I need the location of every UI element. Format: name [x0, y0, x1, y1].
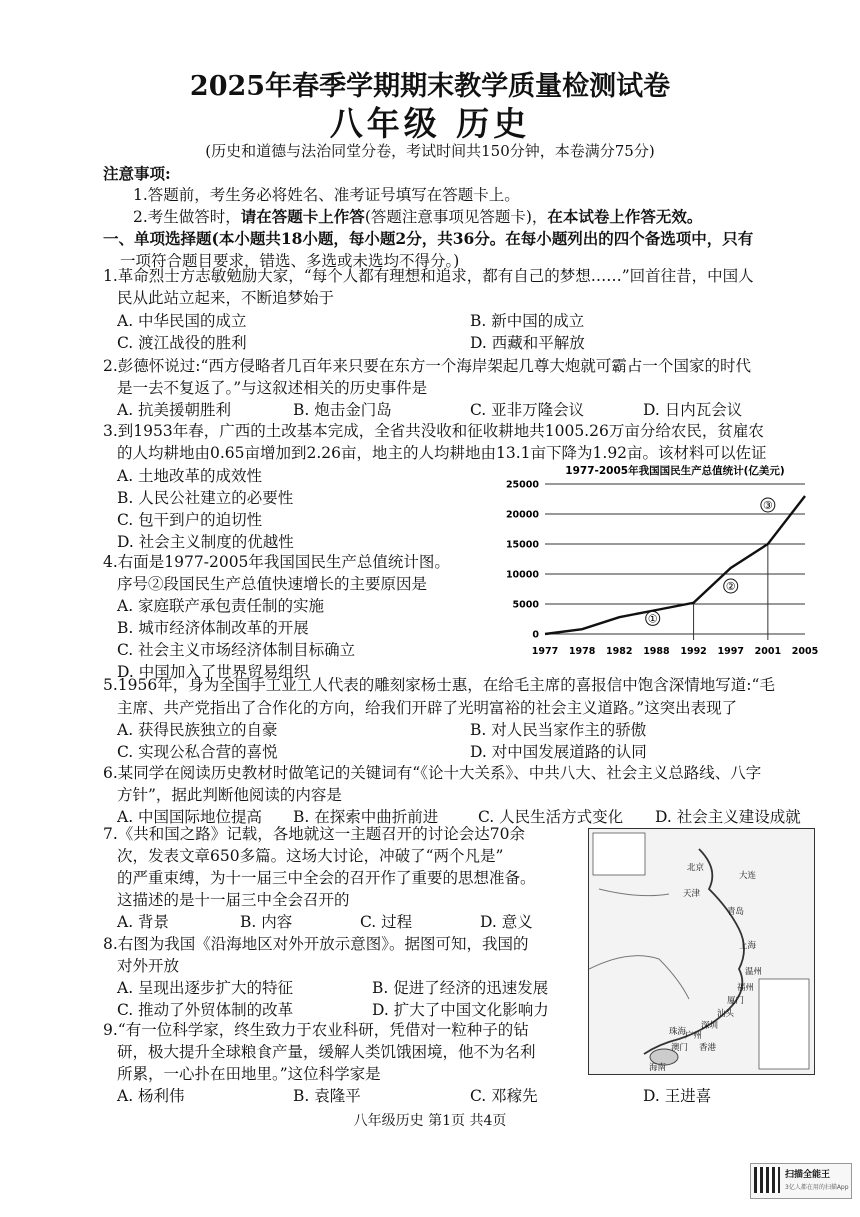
q3-option-b: B. 人民公社建立的必要性 — [117, 489, 294, 507]
q3-option-d: D. 社会主义制度的优越性 — [117, 533, 294, 551]
q4-option-c: C. 社会主义市场经济体制目标确立 — [117, 641, 356, 659]
segment-label: ① — [647, 612, 658, 626]
river-path-2 — [599, 889, 669, 896]
q1-line1: 1.革命烈士方志敏勉励大家，“每个人都有理想和追求，都有自己的梦想……”回首往昔，中国人 — [103, 267, 754, 285]
q9-option-b: B. 袁隆平 — [293, 1087, 361, 1105]
q2-option-a: A. 抗美援朝胜利 — [117, 401, 232, 419]
y-tick-label: 10000 — [505, 569, 539, 581]
y-tick-label: 5000 — [512, 599, 539, 611]
map-city-label: 天津 — [683, 889, 701, 899]
q7-line3: 的严重束缚，为十一届三中全会的召开作了重要的思想准备。 — [117, 869, 536, 887]
map-city-label: 福州 — [737, 983, 755, 993]
q3-option-c: C. 包干到户的迫切性 — [117, 511, 263, 529]
x-tick-label: 1997 — [717, 646, 744, 657]
x-tick-label: 1977 — [531, 646, 559, 657]
q8-option-b: B. 促进了经济的迅速发展 — [372, 979, 549, 997]
x-tick-label: 1982 — [606, 646, 633, 657]
q1-option-d: D. 西藏和平解放 — [470, 334, 585, 352]
q7-line4: 这描述的是十一届三中全会召开的 — [117, 891, 350, 909]
q9-option-a: A. 杨利伟 — [117, 1087, 185, 1105]
q7-option-c: C. 过程 — [360, 913, 413, 931]
section1-line1: 一、单项选择题(本小题共18小题，每小题2分，共36分。在每小题列出的四个备选项中，只有 — [103, 229, 754, 248]
page-footer: 八年级历史 第1页 共4页 — [353, 1113, 507, 1129]
q2-line2: 是一去不复返了。”与这叙述相关的历史事件是 — [117, 379, 428, 397]
map-city-label: 澳门 — [671, 1043, 689, 1053]
notice-item-2-a: 2.考生做答时， — [133, 208, 241, 226]
x-tick-label: 1992 — [680, 646, 707, 657]
q9-line2-text: 研，极大提升全球粮食产量，缓解人类饥饿困境，他不为名利 — [117, 1043, 536, 1061]
map-city-label: 大连 — [739, 871, 757, 881]
q8-line1: 8.右图为我国《沿海地区对外开放示意图》。据图可知，我国的 — [103, 935, 529, 953]
map-city-label: 青岛 — [727, 907, 745, 917]
q5-option-c: C. 实现公私合营的喜悦 — [117, 743, 278, 761]
map-city-label: 汕头 — [717, 1009, 735, 1019]
map-city-label: 广州 — [685, 1031, 703, 1041]
map-city-label: 厦门 — [727, 996, 745, 1006]
q7-line2: 次，发表文章650多篇。这场大讨论，冲破了“两个凡是” — [117, 847, 504, 865]
map-city-label: 北京 — [687, 863, 705, 873]
q5-line1: 5.1956年，身为全国手工业工人代表的雕刻家杨士惠，在给毛主席的喜报信中饱含深情地写道:“毛 — [103, 676, 775, 694]
map-city-label: 深圳 — [701, 1021, 719, 1031]
q9-option-d: D. 王进喜 — [643, 1087, 712, 1105]
map-city-label: 上海 — [739, 941, 757, 951]
map-legend-box — [593, 833, 645, 875]
q6-option-d: D. 社会主义建设成就 — [655, 808, 801, 826]
q4-option-a: A. 家庭联产承包责任制的实施 — [117, 597, 325, 615]
notice-item-1: 1.答题前，考生务必将姓名、准考证号填写在答题卡上。 — [133, 186, 520, 204]
exam-subject: 八年级 历史 — [329, 104, 531, 143]
segment-label: ② — [725, 580, 736, 593]
x-tick-label: 1988 — [643, 646, 670, 657]
map-city-label: 香港 — [699, 1043, 717, 1053]
badge-sub: 3亿人都在用的扫描App — [785, 1184, 849, 1191]
notice-item-2-b: 请在答题卡上作答 — [240, 207, 365, 226]
q7-option-d: D. 意义 — [480, 913, 533, 931]
notice-item-2-c: (答题注意事项见答题卡)， — [364, 208, 548, 226]
map-inset-box — [759, 979, 809, 1069]
exam-note: (历史和道德与法治同堂分卷，考试时间共150分钟，本卷满分75分) — [205, 142, 655, 160]
q8-line2: 对外开放 — [117, 957, 180, 975]
map-city-label: 海南 — [649, 1063, 667, 1073]
q5-option-b: B. 对人民当家作主的骄傲 — [470, 721, 647, 739]
q2-option-d: D. 日内瓦会议 — [643, 401, 743, 419]
map-city-label: 温州 — [745, 967, 763, 977]
q8-option-c: C. 推动了外贸体制的改革 — [117, 1001, 294, 1019]
chart-title: 1977-2005年我国国民生产总值统计(亿美元) — [565, 465, 785, 477]
q2-line1: 2.彭德怀说过:“西方侵略者几百年来只要在东方一个海岸架起几尊大炮就可霸占一个国家的时代 — [103, 357, 751, 375]
scanner-badge — [750, 1163, 852, 1199]
q1-option-a: A. 中华民国的成立 — [117, 312, 247, 330]
q9-option-c: C. 邓稼先 — [470, 1087, 538, 1105]
gnp-line-chart — [495, 460, 825, 670]
q3-option-a: A. 土地改革的成效性 — [117, 467, 263, 485]
q5-line2: 主席、共产党指出了合作化的方向，给我们开辟了光明富裕的社会主义道路。”这突出表现了 — [117, 699, 738, 717]
q3-line2: 的人均耕地由0.65亩增加到2.26亩，地主的人均耕地由13.1亩下降为1.92亩。该材料可以佐证 — [117, 444, 767, 462]
q5-option-a: A. 获得民族独立的自豪 — [117, 721, 278, 739]
q7-option-b: B. 内容 — [240, 913, 293, 931]
x-tick-label: 1978 — [568, 646, 596, 657]
y-tick-label: 15000 — [505, 539, 539, 551]
q8-option-a: A. 呈现出逐步扩大的特征 — [117, 979, 294, 997]
q2-option-b: B. 炮击金门岛 — [293, 401, 392, 419]
coastline-path — [644, 849, 744, 1054]
q4-line2: 序号②段国民生产总值快速增长的主要原因是 — [117, 575, 428, 593]
q1-option-c: C. 渡江战役的胜利 — [117, 334, 247, 352]
y-tick-label: 25000 — [505, 479, 539, 491]
section1-line2: 一项符合题目要求，错选、多选或未选均不得分。) — [120, 252, 460, 270]
q3-line1: 3.到1953年春，广西的土改基本完成，全省共没收和征收耕地共1005.26万亩分给农民，贫雇农 — [103, 422, 764, 440]
badge-label: 扫描全能王 — [785, 1170, 831, 1180]
notice-item-2-d: 在本试卷上作答无效。 — [547, 207, 703, 226]
exam-title: 2025年春季学期期末教学质量检测试卷 — [189, 71, 671, 102]
qr-code-icon — [754, 1167, 780, 1193]
gnp-series-line — [545, 496, 805, 634]
q4-option-d: D. 中国加入了世界贸易组织 — [117, 663, 310, 681]
notice-item-2 — [133, 206, 702, 228]
q6-line2: 方针”，据此判断他阅读的内容是 — [117, 786, 342, 804]
q1-option-b: B. 新中国的成立 — [470, 312, 585, 330]
q6-option-b: B. 在探索中曲折前进 — [293, 808, 439, 826]
q7-option-a: A. 背景 — [117, 913, 170, 931]
x-tick-label: 2001 — [754, 646, 782, 657]
q4-option-b: B. 城市经济体制改革的开展 — [117, 619, 309, 637]
x-tick-label: 2005 — [791, 646, 819, 657]
q9-line3-text: 所累，一心扑在田地里。”这位科学家是 — [117, 1065, 381, 1083]
y-tick-label: 20000 — [505, 509, 539, 521]
map-city-label: 珠海 — [669, 1027, 687, 1037]
y-tick-label: 0 — [532, 629, 539, 641]
segment-label: ③ — [762, 499, 773, 512]
q6-option-a: A. 中国国际地位提高 — [117, 808, 263, 826]
notice-heading: 注意事项: — [103, 164, 171, 183]
q5-option-d: D. 对中国发展道路的认同 — [470, 743, 647, 761]
river-path — [589, 956, 689, 999]
q8-option-d: D. 扩大了中国文化影响力 — [372, 1001, 549, 1019]
q6-option-c: C. 人民生活方式变化 — [478, 808, 624, 826]
q4-line1: 4.右面是1977-2005年我国国民生产总值统计图。 — [103, 553, 450, 571]
q9-line1-text: 9.“有一位科学家，终生致力于农业科研，凭借对一粒种子的钻 — [103, 1021, 529, 1039]
q7-line1: 7.《共和国之路》记载，各地就这一主题召开的讨论会达70余 — [103, 825, 526, 843]
q6-line1: 6.某同学在阅读历史教材时做笔记的关键词有“《论十大关系》、中共八大、社会主义总路线、八字 — [103, 764, 762, 782]
q2-option-c: C. 亚非万隆会议 — [470, 401, 585, 419]
q1-line2: 民从此站立起来，不断追梦始于 — [117, 289, 335, 307]
coastal-opening-map — [588, 828, 815, 1075]
